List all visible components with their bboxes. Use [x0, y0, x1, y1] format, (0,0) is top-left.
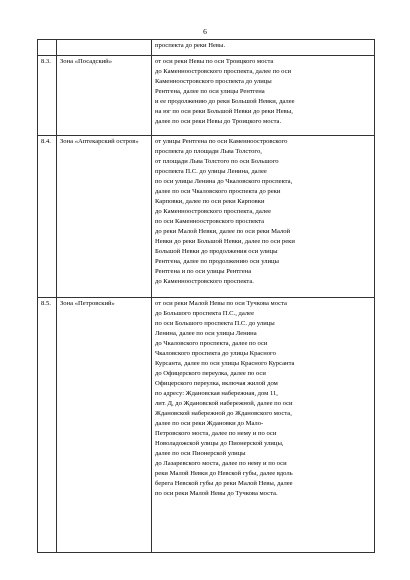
zone-boundary-description [152, 56, 375, 136]
description-line: до Чкаловского проспекта, далее по оси [155, 340, 268, 347]
description-line: до Офицерского переулка, далее по оси [155, 370, 266, 377]
table-row [38, 40, 375, 56]
description-line: далее по оси Пионерской улицы [155, 450, 246, 457]
description-line: Большой Невки до продолжения оси улицы [155, 248, 278, 255]
zone-number: 8.5. [38, 298, 57, 553]
description-line: берега Невской губы до реки Малой Невы, далее [155, 480, 293, 487]
zone-boundary-description [152, 136, 375, 298]
description-line: лит. Д, до Ждановской набережной, далее по оси [155, 400, 293, 407]
description-line: от площади Льва Толстого по оси Большого [155, 158, 279, 165]
description-line: до Каменноостровского проспекта, далее по оси [155, 68, 292, 75]
description-line: проспекта до площади Льва Толстого, [155, 148, 262, 155]
description-line: по адресу: Ждановская набережная, дом 11, [155, 390, 278, 397]
description-line: Чкаловского проспекта до улицы Красного [155, 350, 276, 357]
zones-table [37, 39, 375, 553]
description-line: от оси реки Невы по оси Троицкого моста [155, 58, 274, 65]
description-line: Петровского моста, далее по нему и по оси [155, 430, 277, 437]
description-line: далее по оси реки Ждановки до Мало- [155, 420, 264, 427]
description-line: Рентгена, далее по оси улицы Рентгена [155, 88, 265, 95]
description-line: проспекта до реки Невы. [155, 42, 226, 49]
description-line: Курсанта, далее по оси улицы Красного Курсанта [155, 360, 295, 367]
description-line: Новоладожской улицы до Пионерской улицы, [155, 440, 284, 447]
table-row [38, 298, 375, 553]
description-line: до Большого проспекта П.С., далее [155, 310, 255, 317]
description-line: от оси реки Малой Невы по оси Тучкова моста [155, 300, 287, 307]
description-line: реки Малой Невки до Невской губы, далее вдоль [155, 470, 293, 477]
description-line: по оси Каменноостровского проспекта [155, 218, 264, 225]
description-line: до Каменноостровского проспекта, далее [155, 208, 272, 215]
description-line: по оси улицы Ленина до Чкаловского проспекта, [155, 178, 293, 185]
description-line: до Лазаревского моста, далее по нему и по оси [155, 460, 287, 467]
description-line: на юг по оси реки Большой Невки до реки Невы, [155, 108, 293, 115]
description-line: от улицы Рентгена по оси Каменноостровского [155, 138, 288, 145]
table-row [38, 136, 375, 298]
description-line: Рентгена и по оси улицы Рентгена [155, 268, 252, 275]
description-line: далее по оси реки Невы до Троицкого моста. [155, 118, 282, 125]
zone-number: 8.4. [38, 136, 57, 298]
description-line: Рентгена, далее по продолжению оси улицы [155, 258, 279, 265]
description-line: и ее продолжению до реки Большой Невки, далее [155, 98, 295, 105]
zone-name: Зона «Петровский» [57, 298, 152, 553]
zone-name: Зона «Посадский» [57, 56, 152, 136]
zone-boundary-description [152, 40, 375, 56]
zone-name: Зона «Аптекарский остров» [57, 136, 152, 298]
description-line: Офицерского переулка, включая жилой дом [155, 380, 278, 387]
description-line: далее по оси Чкаловского проспекта до реки [155, 188, 281, 195]
zone-number [38, 40, 57, 56]
table-row [38, 56, 375, 136]
description-line: по оси Большого проспекта П.С. до улицы [155, 320, 275, 327]
description-line: Ленина, далее по оси улицы Ленина [155, 330, 257, 337]
zone-boundary-description [152, 298, 375, 553]
description-line: по оси реки Малой Невы до Тучкова моста. [155, 490, 278, 497]
zone-number: 8.3. [38, 56, 57, 136]
description-line: Ждановской набережной до Ждановского моста, [155, 410, 292, 417]
zone-name [57, 40, 152, 56]
description-line: проспекта П.С. до улицы Ленина, далее [155, 168, 267, 175]
description-line: до реки Малой Невки, далее по оси реки Малой [155, 228, 291, 235]
description-line: Каменноостровского проспекта до улицы [155, 78, 272, 85]
page-number: 6 [203, 27, 207, 36]
description-line: Карповки, далее по оси реки Карповки [155, 198, 265, 205]
description-line: Невки до реки Большой Невки, далее по оси реки [155, 238, 295, 245]
description-line: до Каменноостровского проспекта. [155, 278, 254, 285]
